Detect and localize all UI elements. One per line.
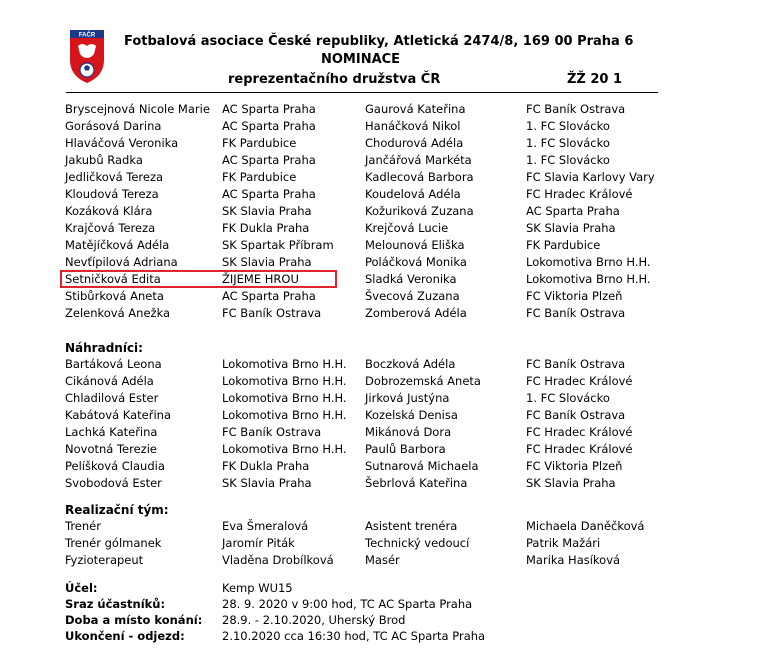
cell-name: Krajčová Tereza (65, 221, 156, 235)
cell-club: FC Baník Ostrava (222, 425, 322, 439)
cell-name-2: Poláčková Monika (365, 255, 467, 269)
cell-name: Lachká Kateřina (65, 425, 158, 439)
cell-club: AC Sparta Praha (222, 102, 316, 116)
substitute-row (0, 441, 772, 458)
cell-name: Matějíčková Adéla (65, 238, 170, 252)
cell-club-2: SK Slavia Praha (526, 476, 616, 490)
cell-name-2: Krejčová Lucie (365, 221, 449, 235)
cell-name: Kabátová Kateřina (65, 408, 172, 422)
cell-club: SK Spartak Příbram (222, 238, 334, 252)
cell-name: Nevťípilová Adriana (65, 255, 178, 269)
info-row (0, 612, 772, 629)
cell-club: Eva Šmeralová (222, 519, 309, 533)
cell-club-2: FC Viktoria Plzeň (526, 289, 623, 303)
cell-club: Lokomotiva Brno H.H. (222, 442, 347, 456)
cell-name: Trenér (65, 519, 101, 533)
cell-club: SK Slavia Praha (222, 255, 312, 269)
info-value: 28.9. - 2.10.2020, Uherský Brod (222, 613, 406, 627)
cell-name: Trenér gólmanek (65, 536, 162, 550)
cell-club: FK Pardubice (222, 136, 297, 150)
cell-name: Cikánová Adéla (65, 374, 154, 388)
cell-name: Bartáková Leona (65, 357, 162, 371)
info-label: Doba a místo konání: (65, 613, 203, 627)
player-row (0, 169, 772, 186)
cell-name: Pelíšková Claudia (65, 459, 165, 473)
cell-club-2: 1. FC Slovácko (526, 391, 610, 405)
team-category: ŽŽ 20 1 (567, 72, 623, 87)
cell-name-2: Kozelská Denisa (365, 408, 458, 422)
cell-club-2: Patrik Mažári (526, 536, 601, 550)
cell-club: Jaromír Piták (222, 536, 295, 550)
player-row (0, 152, 772, 169)
cell-name-2: Jančářová Markéta (365, 153, 472, 167)
cell-club-2: 1. FC Slovácko (526, 119, 610, 133)
cell-name-2: Hanáčková Nikol (365, 119, 461, 133)
substitute-row (0, 407, 772, 424)
cell-club: FK Pardubice (222, 170, 297, 184)
player-row (0, 135, 772, 152)
substitute-row (0, 356, 772, 373)
substitute-row (0, 458, 772, 475)
cell-name: Novotná Terezie (65, 442, 157, 456)
substitute-row (0, 424, 772, 441)
cell-name: Chladilová Ester (65, 391, 159, 405)
cell-club-2: FC Hradec Králové (526, 442, 633, 456)
cell-club: AC Sparta Praha (222, 119, 316, 133)
cell-club: FK Dukla Praha (222, 459, 310, 473)
cell-name-2: Asistent trenéra (365, 519, 458, 533)
substitutes-heading: Náhradníci: (65, 341, 143, 355)
cell-club-2: SK Slavia Praha (526, 221, 616, 235)
player-row (0, 305, 772, 322)
cell-club-2: Lokomotiva Brno H.H. (526, 272, 651, 286)
cell-club: AC Sparta Praha (222, 187, 316, 201)
player-row (0, 220, 772, 237)
cell-club: ŽIJEME HROU (222, 272, 299, 286)
staff-row (0, 518, 772, 535)
cell-club-2: FC Baník Ostrava (526, 408, 626, 422)
cell-name: Zelenková Anežka (65, 306, 171, 320)
cell-name: Svobodová Ester (65, 476, 162, 490)
cell-name-2: Švecová Zuzana (365, 289, 460, 303)
cell-name-2: Jirková Justýna (365, 391, 450, 405)
doc-subtitle: reprezentačního družstva ČR (228, 72, 441, 87)
info-label: Sraz účastníků: (65, 597, 166, 611)
cell-club: FK Dukla Praha (222, 221, 310, 235)
cell-name: Stibůrková Aneta (65, 289, 164, 303)
cell-club-2: FK Pardubice (526, 238, 601, 252)
cell-club: SK Slavia Praha (222, 204, 312, 218)
cell-club-2: FC Hradec Králové (526, 187, 633, 201)
cell-name-2: Paulů Barbora (365, 442, 446, 456)
cell-name: Bryscejnová Nicole Marie (65, 102, 210, 116)
cell-name-2: Gaurová Kateřina (365, 102, 466, 116)
player-row (0, 203, 772, 220)
cell-club-2: FC Viktoria Plzeň (526, 459, 623, 473)
cell-club: Lokomotiva Brno H.H. (222, 374, 347, 388)
staff-heading: Realizační tým: (65, 503, 169, 517)
cell-name-2: Šebrlová Kateřina (365, 476, 468, 490)
substitute-row (0, 475, 772, 492)
player-row (0, 118, 772, 135)
cell-club-2: FC Hradec Králové (526, 425, 633, 439)
cell-club-2: Lokomotiva Brno H.H. (526, 255, 651, 269)
player-row (0, 254, 772, 271)
cell-name-2: Mikánová Dora (365, 425, 452, 439)
cell-name: Jakubů Radka (65, 153, 143, 167)
info-value: 2.10.2020 cca 16:30 hod, TC AC Sparta Praha (222, 629, 486, 643)
cell-name: Gorásová Darina (65, 119, 162, 133)
cell-name-2: Kožuriková Zuzana (365, 204, 474, 218)
info-value: Kemp WU15 (222, 581, 293, 595)
cell-club-2: 1. FC Slovácko (526, 136, 610, 150)
info-row (0, 628, 772, 645)
cell-name: Kozáková Klára (65, 204, 153, 218)
info-row (0, 580, 772, 597)
cell-club-2: AC Sparta Praha (526, 204, 620, 218)
header-rule (66, 92, 658, 93)
cell-club: Lokomotiva Brno H.H. (222, 357, 347, 371)
staff-row (0, 535, 772, 552)
cell-club-2: FC Slavia Karlovy Vary (526, 170, 655, 184)
info-row (0, 596, 772, 613)
cell-club-2: FC Baník Ostrava (526, 306, 626, 320)
logo-text: FAČR (78, 32, 96, 39)
cell-club: SK Slavia Praha (222, 476, 312, 490)
cell-name: Kloudová Tereza (65, 187, 159, 201)
cell-name-2: Chodurová Adéla (365, 136, 464, 150)
cell-name-2: Melounová Eliška (365, 238, 465, 252)
info-value: 28. 9. 2020 v 9:00 hod, TC AC Sparta Praha (222, 597, 473, 611)
cell-name-2: Boczková Adéla (365, 357, 456, 371)
player-row (0, 186, 772, 203)
cell-name: Fyzioterapeut (65, 553, 144, 567)
cell-name-2: Kadlecová Barbora (365, 170, 474, 184)
highlight-box (60, 270, 337, 288)
cell-club-2: 1. FC Slovácko (526, 153, 610, 167)
player-row (0, 237, 772, 254)
cell-name-2: Koudelová Adéla (365, 187, 461, 201)
cell-name-2: Sladká Veronika (365, 272, 457, 286)
info-label: Účel: (65, 581, 98, 595)
cell-name-2: Dobrozemská Aneta (365, 374, 481, 388)
cell-club: FC Baník Ostrava (222, 306, 322, 320)
cell-name-2: Technický vedoucí (365, 536, 470, 550)
cell-club: Vladěna Drobílková (222, 553, 334, 567)
player-row (0, 101, 772, 118)
staff-row (0, 552, 772, 569)
cell-name: Jedličková Tereza (65, 170, 164, 184)
cell-name-2: Masér (365, 553, 400, 567)
cell-club: AC Sparta Praha (222, 289, 316, 303)
cell-club-2: FC Baník Ostrava (526, 102, 626, 116)
cell-club: Lokomotiva Brno H.H. (222, 408, 347, 422)
facr-logo (66, 30, 108, 84)
cell-name: Hlaváčová Veronika (65, 136, 179, 150)
cell-club-2: FC Baník Ostrava (526, 357, 626, 371)
cell-name-2: Sutnarová Michaela (365, 459, 479, 473)
cell-club: Lokomotiva Brno H.H. (222, 391, 347, 405)
substitute-row (0, 390, 772, 407)
cell-club-2: FC Hradec Králové (526, 374, 633, 388)
cell-name-2: Zomberová Adéla (365, 306, 467, 320)
info-label: Ukončení - odjezd: (65, 629, 185, 643)
player-row (0, 288, 772, 305)
cell-club-2: Michaela Daněčková (526, 519, 645, 533)
cell-club: AC Sparta Praha (222, 153, 316, 167)
cell-club-2: Marika Hasíková (526, 553, 621, 567)
substitute-row (0, 373, 772, 390)
cell-name: Setničková Edita (65, 272, 161, 286)
